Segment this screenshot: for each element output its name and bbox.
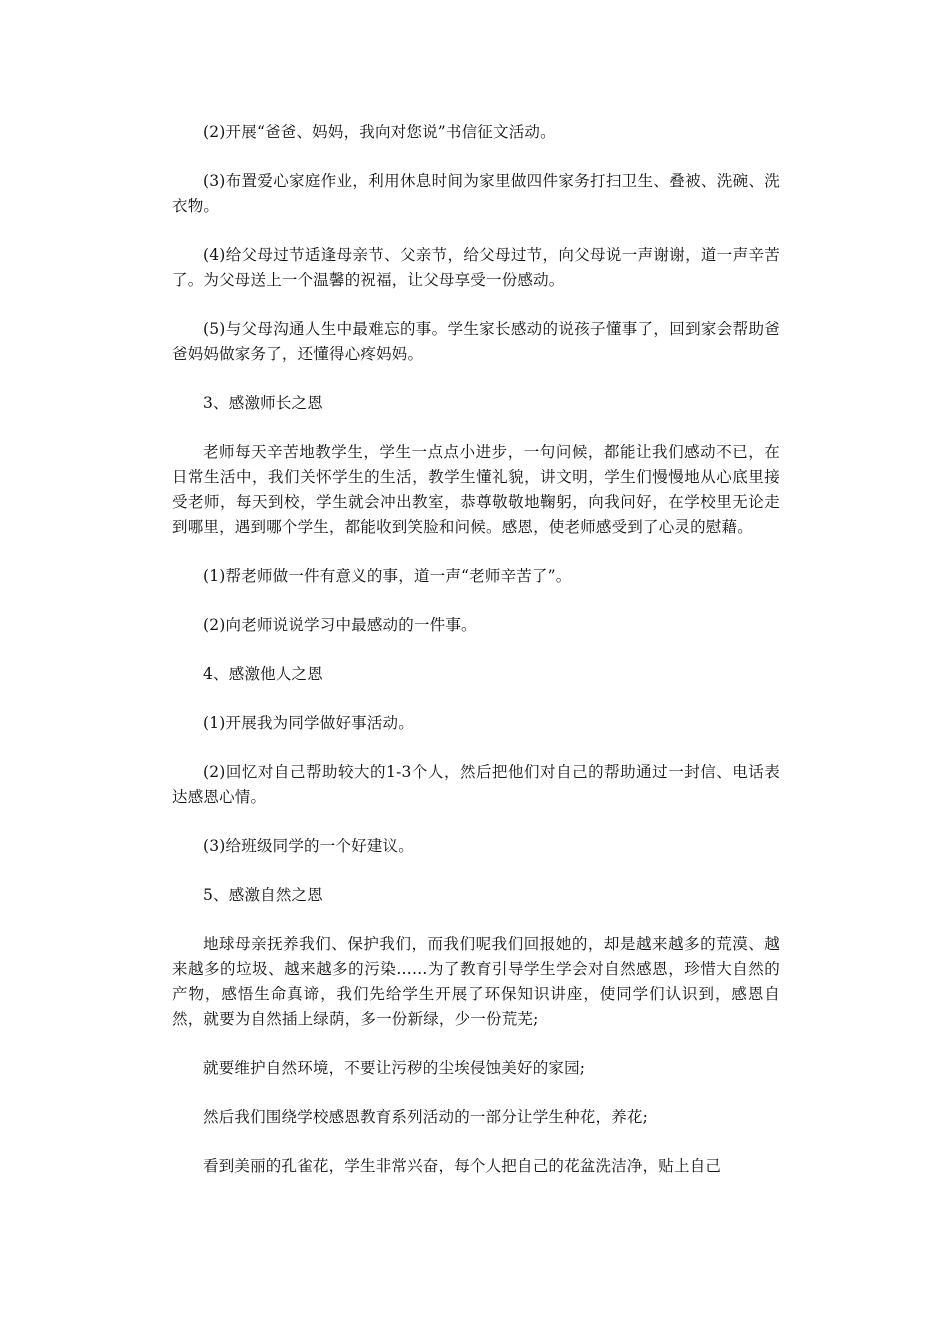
paragraph-others-item-1: (1)开展我为同学做好事活动。	[203, 714, 414, 732]
section-heading-teachers: 3、感激师长之恩	[203, 394, 323, 412]
paragraph-letter-campaign: (2)开展“爸爸、妈妈，我向对您说”书信征文活动。	[203, 123, 556, 141]
paragraph-others-item-2: (2)回忆对自己帮助较大的1-3个人，然后把他们对自己的帮助通过一封信、电话表达感恩心情。	[172, 763, 780, 806]
section-heading-others: 4、感激他人之恩	[203, 665, 323, 683]
paragraph-teacher-item-2: (2)向老师说说学习中最感动的一件事。	[203, 616, 477, 634]
document-body	[172, 120, 780, 1203]
paragraph-parents-communication: (5)与父母沟通人生中最难忘的事。学生家长感动的说孩子懂事了，回到家会帮助爸爸妈妈做家务了，还懂得心疼妈妈。	[172, 320, 780, 363]
paragraph-nature-flowers: 然后我们围绕学校感恩教育系列活动的一部分让学生种花，养花;	[203, 1108, 649, 1126]
paragraph-housework-homework: (3)布置爱心家庭作业，利用休息时间为家里做四件家务打扫卫生、叠被、洗碗、洗衣物。	[172, 172, 780, 215]
paragraph-nature-body: 地球母亲抚养我们、保护我们，而我们呢我们回报她的，却是越来越多的荒漠、越来越多的垃圾、越来越多的污染……为了教育引导学生学会对自然感恩，珍惜大自然的产物，感悟生命真谛，我们先给学生开展了环保知识讲座，使同学们认识到，感恩自然，就要为自然插上绿荫，多一份新绿，少一份荒芜;	[172, 935, 780, 1028]
paragraph-others-item-3: (3)给班级同学的一个好建议。	[203, 837, 414, 855]
paragraph-parents-holiday: (4)给父母过节适逢母亲节、父亲节，给父母过节，向父母说一声谢谢，道一声辛苦了。为父母送上一个温馨的祝福，让父母享受一份感动。	[172, 246, 780, 289]
section-heading-nature: 5、感激自然之恩	[203, 886, 323, 904]
paragraph-nature-peacock-flower: 看到美丽的孔雀花，学生非常兴奋，每个人把自己的花盆洗洁净，贴上自己	[203, 1157, 722, 1175]
paragraph-teachers-body: 老师每天辛苦地教学生，学生一点点小进步，一句问候，都能让我们感动不已，在日常生活中，我们关怀学生的生活，教学生懂礼貌，讲文明，学生们慢慢地从心底里接受老师，每天到校，学生就会冲出教室，恭尊敬敬地鞠躬，向我问好，在学校里无论走到哪里，遇到哪个学生，都能收到笑脸和问候。感恩，使老师感受到了心灵的慰藉。	[172, 443, 780, 536]
paragraph-teacher-item-1: (1)帮老师做一件有意义的事，道一声“老师辛苦了”。	[203, 567, 572, 585]
paragraph-nature-environment: 就要维护自然环境，不要让污秽的尘埃侵蚀美好的家园;	[203, 1059, 586, 1077]
